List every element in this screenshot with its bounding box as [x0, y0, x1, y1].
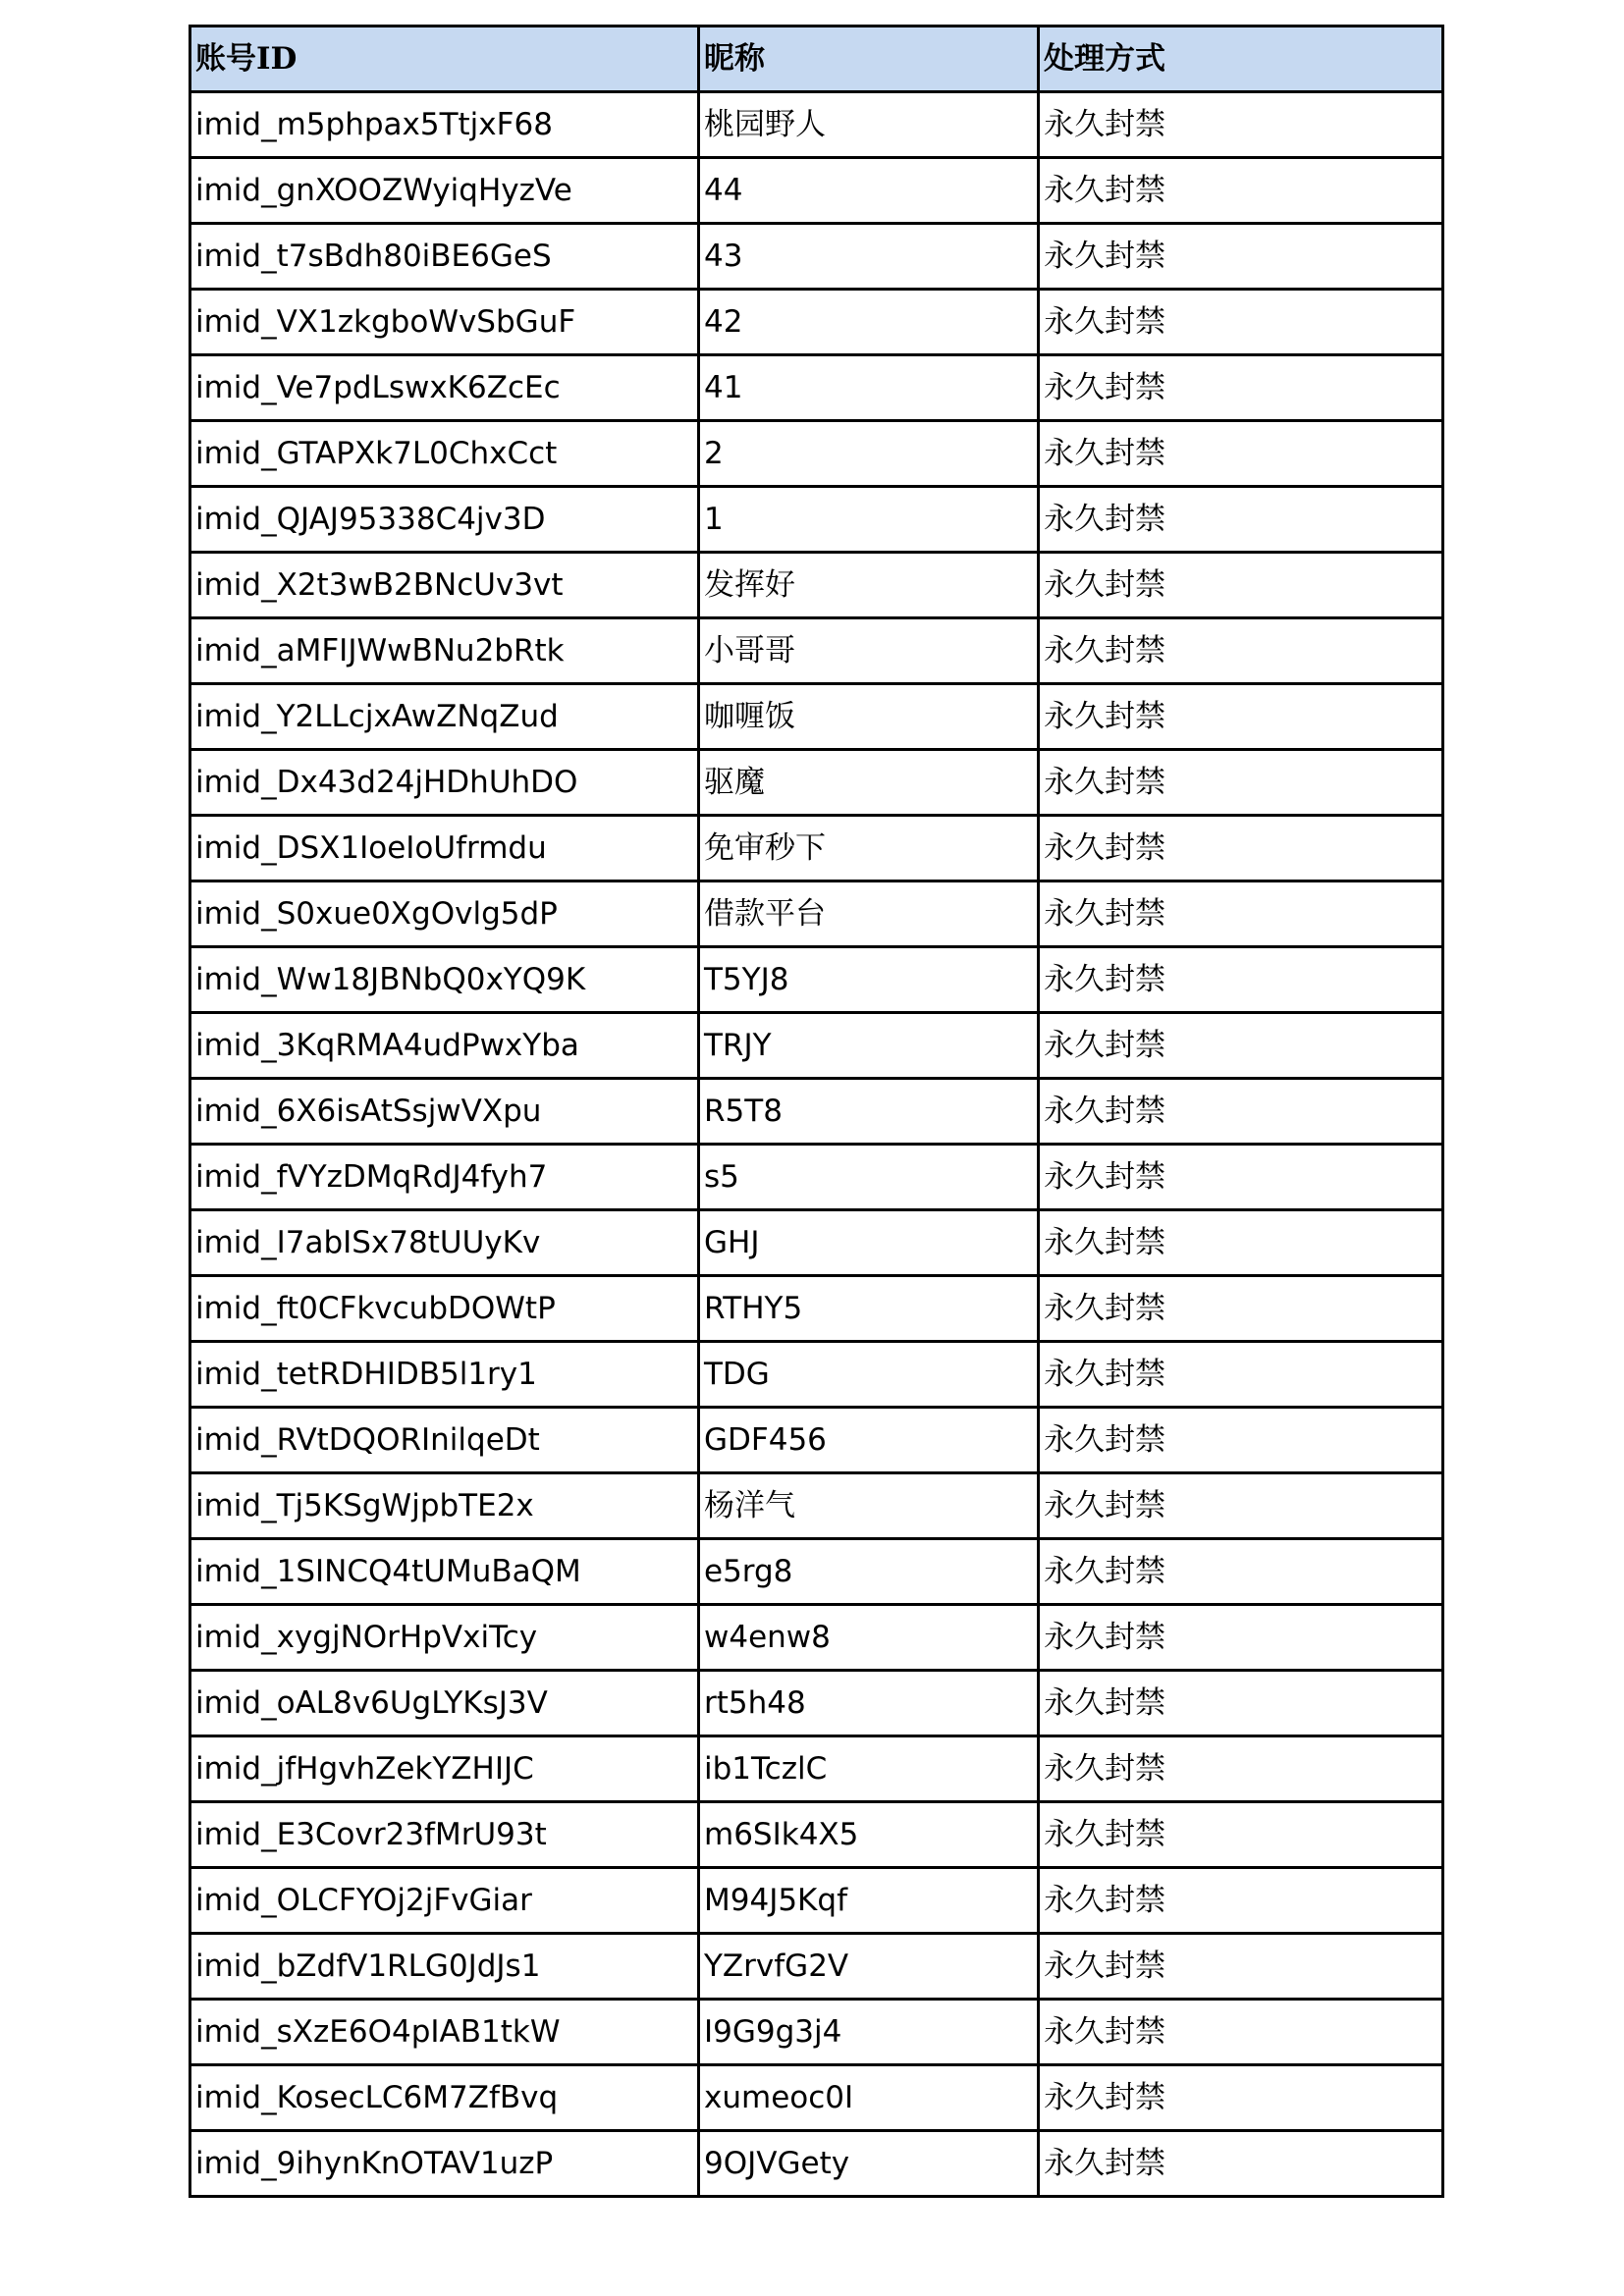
cell-action: 永久封禁 [1039, 1276, 1443, 1342]
banned-accounts-table [189, 25, 1444, 2198]
cell-nickname: M94J5Kqf [699, 1868, 1039, 1934]
cell-account-id: imid_3KqRMA4udPwxYba [190, 1013, 699, 1079]
cell-nickname: w4enw8 [699, 1605, 1039, 1671]
cell-action: 永久封禁 [1039, 92, 1443, 158]
table-row [190, 2131, 1443, 2197]
table-row [190, 1539, 1443, 1605]
cell-nickname: rt5h48 [699, 1671, 1039, 1736]
table-row [190, 1473, 1443, 1539]
cell-nickname: GDF456 [699, 1408, 1039, 1473]
cell-account-id: imid_Y2LLcjxAwZNqZud [190, 684, 699, 750]
cell-action: 永久封禁 [1039, 1210, 1443, 1276]
cell-account-id: imid_Dx43d24jHDhUhDO [190, 750, 699, 816]
cell-account-id: imid_1SINCQ4tUMuBaQM [190, 1539, 699, 1605]
table-row [190, 1802, 1443, 1868]
table-header [190, 27, 1443, 92]
table-row [190, 1013, 1443, 1079]
table-row [190, 224, 1443, 290]
cell-nickname: 驱魔 [699, 750, 1039, 816]
cell-action: 永久封禁 [1039, 2131, 1443, 2197]
cell-action: 永久封禁 [1039, 2065, 1443, 2131]
cell-action: 永久封禁 [1039, 1671, 1443, 1736]
cell-action: 永久封禁 [1039, 1605, 1443, 1671]
cell-nickname: R5T8 [699, 1079, 1039, 1145]
cell-action: 永久封禁 [1039, 1079, 1443, 1145]
cell-account-id: imid_QJAJ95338C4jv3D [190, 487, 699, 553]
table-row [190, 1079, 1443, 1145]
cell-nickname: ib1TczlC [699, 1736, 1039, 1802]
table-row [190, 947, 1443, 1013]
cell-nickname: YZrvfG2V [699, 1934, 1039, 2000]
cell-account-id: imid_ft0CFkvcubDOWtP [190, 1276, 699, 1342]
cell-nickname: I9G9g3j4 [699, 2000, 1039, 2065]
cell-action: 永久封禁 [1039, 1802, 1443, 1868]
cell-action: 永久封禁 [1039, 1934, 1443, 2000]
table-row [190, 1736, 1443, 1802]
table-row [190, 750, 1443, 816]
cell-action: 永久封禁 [1039, 158, 1443, 224]
cell-action: 永久封禁 [1039, 1539, 1443, 1605]
table-row [190, 1868, 1443, 1934]
cell-nickname: T5YJ8 [699, 947, 1039, 1013]
cell-account-id: imid_sXzE6O4pIAB1tkW [190, 2000, 699, 2065]
cell-action: 永久封禁 [1039, 881, 1443, 947]
cell-nickname: GHJ [699, 1210, 1039, 1276]
cell-account-id: imid_E3Covr23fMrU93t [190, 1802, 699, 1868]
cell-account-id: imid_KosecLC6M7ZfBvq [190, 2065, 699, 2131]
cell-account-id: imid_gnXOOZWyiqHyzVe [190, 158, 699, 224]
cell-nickname: 41 [699, 355, 1039, 421]
table-row [190, 1276, 1443, 1342]
table-row [190, 881, 1443, 947]
table-row [190, 1605, 1443, 1671]
cell-account-id: imid_bZdfV1RLG0JdJs1 [190, 1934, 699, 2000]
cell-account-id: imid_VX1zkgboWvSbGuF [190, 290, 699, 355]
cell-nickname: 借款平台 [699, 881, 1039, 947]
cell-nickname: xumeoc0I [699, 2065, 1039, 2131]
cell-action: 永久封禁 [1039, 947, 1443, 1013]
cell-action: 永久封禁 [1039, 684, 1443, 750]
cell-account-id: imid_fVYzDMqRdJ4fyh7 [190, 1145, 699, 1210]
cell-action: 永久封禁 [1039, 290, 1443, 355]
cell-nickname: TRJY [699, 1013, 1039, 1079]
table-row [190, 553, 1443, 618]
table-row [190, 2065, 1443, 2131]
cell-account-id: imid_S0xue0XgOvlg5dP [190, 881, 699, 947]
cell-account-id: imid_Ww18JBNbQ0xYQ9K [190, 947, 699, 1013]
header-nickname: 昵称 [699, 27, 1039, 92]
table-body [190, 92, 1443, 2197]
cell-account-id: imid_X2t3wB2BNcUv3vt [190, 553, 699, 618]
table-row [190, 92, 1443, 158]
cell-nickname: s5 [699, 1145, 1039, 1210]
table-row [190, 158, 1443, 224]
cell-nickname: 杨洋气 [699, 1473, 1039, 1539]
cell-account-id: imid_DSX1IoeIoUfrmdu [190, 816, 699, 881]
cell-action: 永久封禁 [1039, 2000, 1443, 2065]
cell-account-id: imid_Ve7pdLswxK6ZcEc [190, 355, 699, 421]
cell-action: 永久封禁 [1039, 1408, 1443, 1473]
table-row [190, 421, 1443, 487]
cell-account-id: imid_aMFIJWwBNu2bRtk [190, 618, 699, 684]
table-row [190, 1145, 1443, 1210]
cell-nickname: 发挥好 [699, 553, 1039, 618]
cell-nickname: 2 [699, 421, 1039, 487]
cell-nickname: 咖喱饭 [699, 684, 1039, 750]
cell-nickname: 小哥哥 [699, 618, 1039, 684]
cell-nickname: RTHY5 [699, 1276, 1039, 1342]
cell-action: 永久封禁 [1039, 1342, 1443, 1408]
cell-action: 永久封禁 [1039, 816, 1443, 881]
table-row [190, 684, 1443, 750]
cell-account-id: imid_Tj5KSgWjpbTE2x [190, 1473, 699, 1539]
table-row [190, 618, 1443, 684]
table-row [190, 816, 1443, 881]
cell-account-id: imid_GTAPXk7L0ChxCct [190, 421, 699, 487]
cell-action: 永久封禁 [1039, 421, 1443, 487]
cell-nickname: 43 [699, 224, 1039, 290]
cell-nickname: 42 [699, 290, 1039, 355]
cell-action: 永久封禁 [1039, 1868, 1443, 1934]
cell-account-id: imid_RVtDQORInilqeDt [190, 1408, 699, 1473]
cell-account-id: imid_tetRDHIDB5l1ry1 [190, 1342, 699, 1408]
cell-account-id: imid_6X6isAtSsjwVXpu [190, 1079, 699, 1145]
cell-account-id: imid_t7sBdh80iBE6GeS [190, 224, 699, 290]
cell-action: 永久封禁 [1039, 1145, 1443, 1210]
table-row [190, 1671, 1443, 1736]
cell-account-id: imid_9ihynKnOTAV1uzP [190, 2131, 699, 2197]
table-row [190, 1210, 1443, 1276]
header-account-id: 账号ID [190, 27, 699, 92]
cell-account-id: imid_OLCFYOj2jFvGiar [190, 1868, 699, 1934]
cell-action: 永久封禁 [1039, 487, 1443, 553]
cell-action: 永久封禁 [1039, 1473, 1443, 1539]
table-row [190, 1342, 1443, 1408]
cell-nickname: 1 [699, 487, 1039, 553]
cell-nickname: 9OJVGety [699, 2131, 1039, 2197]
cell-nickname: 免审秒下 [699, 816, 1039, 881]
cell-action: 永久封禁 [1039, 1736, 1443, 1802]
cell-nickname: 桃园野人 [699, 92, 1039, 158]
cell-account-id: imid_jfHgvhZekYZHIJC [190, 1736, 699, 1802]
table-row [190, 355, 1443, 421]
cell-nickname: TDG [699, 1342, 1039, 1408]
cell-action: 永久封禁 [1039, 1013, 1443, 1079]
cell-account-id: imid_oAL8v6UgLYKsJ3V [190, 1671, 699, 1736]
table-row [190, 1408, 1443, 1473]
cell-action: 永久封禁 [1039, 553, 1443, 618]
header-action: 处理方式 [1039, 27, 1443, 92]
cell-action: 永久封禁 [1039, 750, 1443, 816]
cell-account-id: imid_xygjNOrHpVxiTcy [190, 1605, 699, 1671]
cell-account-id: imid_I7abISx78tUUyKv [190, 1210, 699, 1276]
cell-account-id: imid_m5phpax5TtjxF68 [190, 92, 699, 158]
table-row [190, 290, 1443, 355]
cell-nickname: 44 [699, 158, 1039, 224]
header-row [190, 27, 1443, 92]
table-row [190, 487, 1443, 553]
table-row [190, 1934, 1443, 2000]
cell-action: 永久封禁 [1039, 224, 1443, 290]
cell-action: 永久封禁 [1039, 618, 1443, 684]
table-row [190, 2000, 1443, 2065]
cell-nickname: m6SIk4X5 [699, 1802, 1039, 1868]
cell-nickname: e5rg8 [699, 1539, 1039, 1605]
cell-action: 永久封禁 [1039, 355, 1443, 421]
